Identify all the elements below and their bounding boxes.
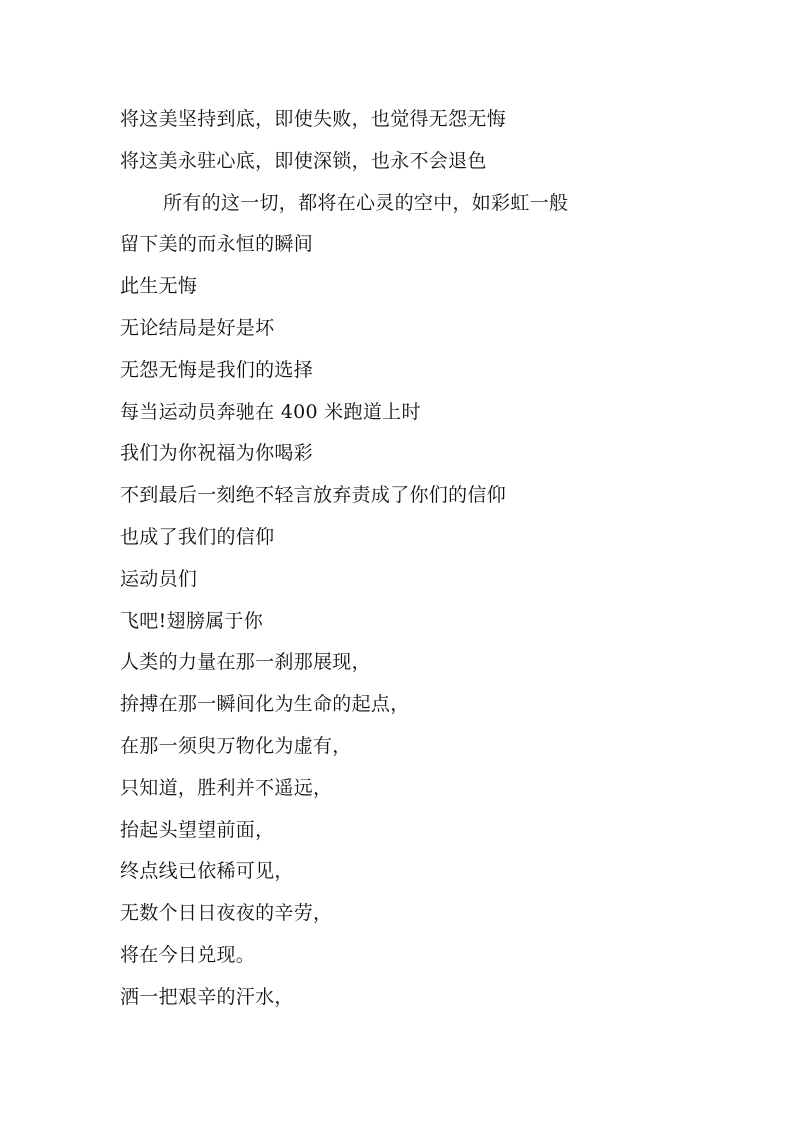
text-line: 终点线已依稀可见，: [120, 860, 294, 883]
text-line: 无论结局是好是坏: [120, 316, 275, 339]
text-line: 抬起头望望前面，: [120, 818, 275, 841]
text-line: 不到最后一刻绝不轻言放弃责成了你们的信仰: [120, 484, 507, 507]
text-line-indented: 所有的这一切，都将在心灵的空中，如彩虹一般: [163, 191, 569, 214]
text-line: 也成了我们的信仰: [120, 525, 275, 548]
text-line: 飞吧!翅膀属于你: [120, 609, 264, 632]
text-line: 我们为你祝福为你喝彩: [120, 442, 314, 465]
text-line: 无怨无悔是我们的选择: [120, 358, 314, 381]
text-line: 每当运动员奔驰在 400 米跑道上时: [120, 400, 421, 423]
text-line: 洒一把艰辛的汗水，: [120, 985, 294, 1008]
text-line: 人类的力量在那一刹那展现，: [120, 651, 371, 674]
text-line: 在那一须臾万物化为虚有，: [120, 734, 352, 757]
text-line: 拚搏在那一瞬间化为生命的起点，: [120, 693, 410, 716]
text-line: 将这美坚持到底，即使失败，也觉得无怨无悔: [120, 108, 507, 130]
document-body: [120, 99, 720, 1019]
text-line: 留下美的而永恒的瞬间: [120, 233, 314, 256]
text-line: 将这美永驻心底，即使深锁，也永不会退色: [120, 149, 487, 172]
text-line: 将在今日兑现。: [120, 943, 256, 966]
text-line: 运动员们: [120, 567, 198, 590]
text-line: 只知道，胜利并不遥远，: [120, 776, 333, 799]
text-line: 无数个日日夜夜的辛劳，: [120, 902, 333, 925]
text-line: 此生无悔: [120, 275, 198, 298]
